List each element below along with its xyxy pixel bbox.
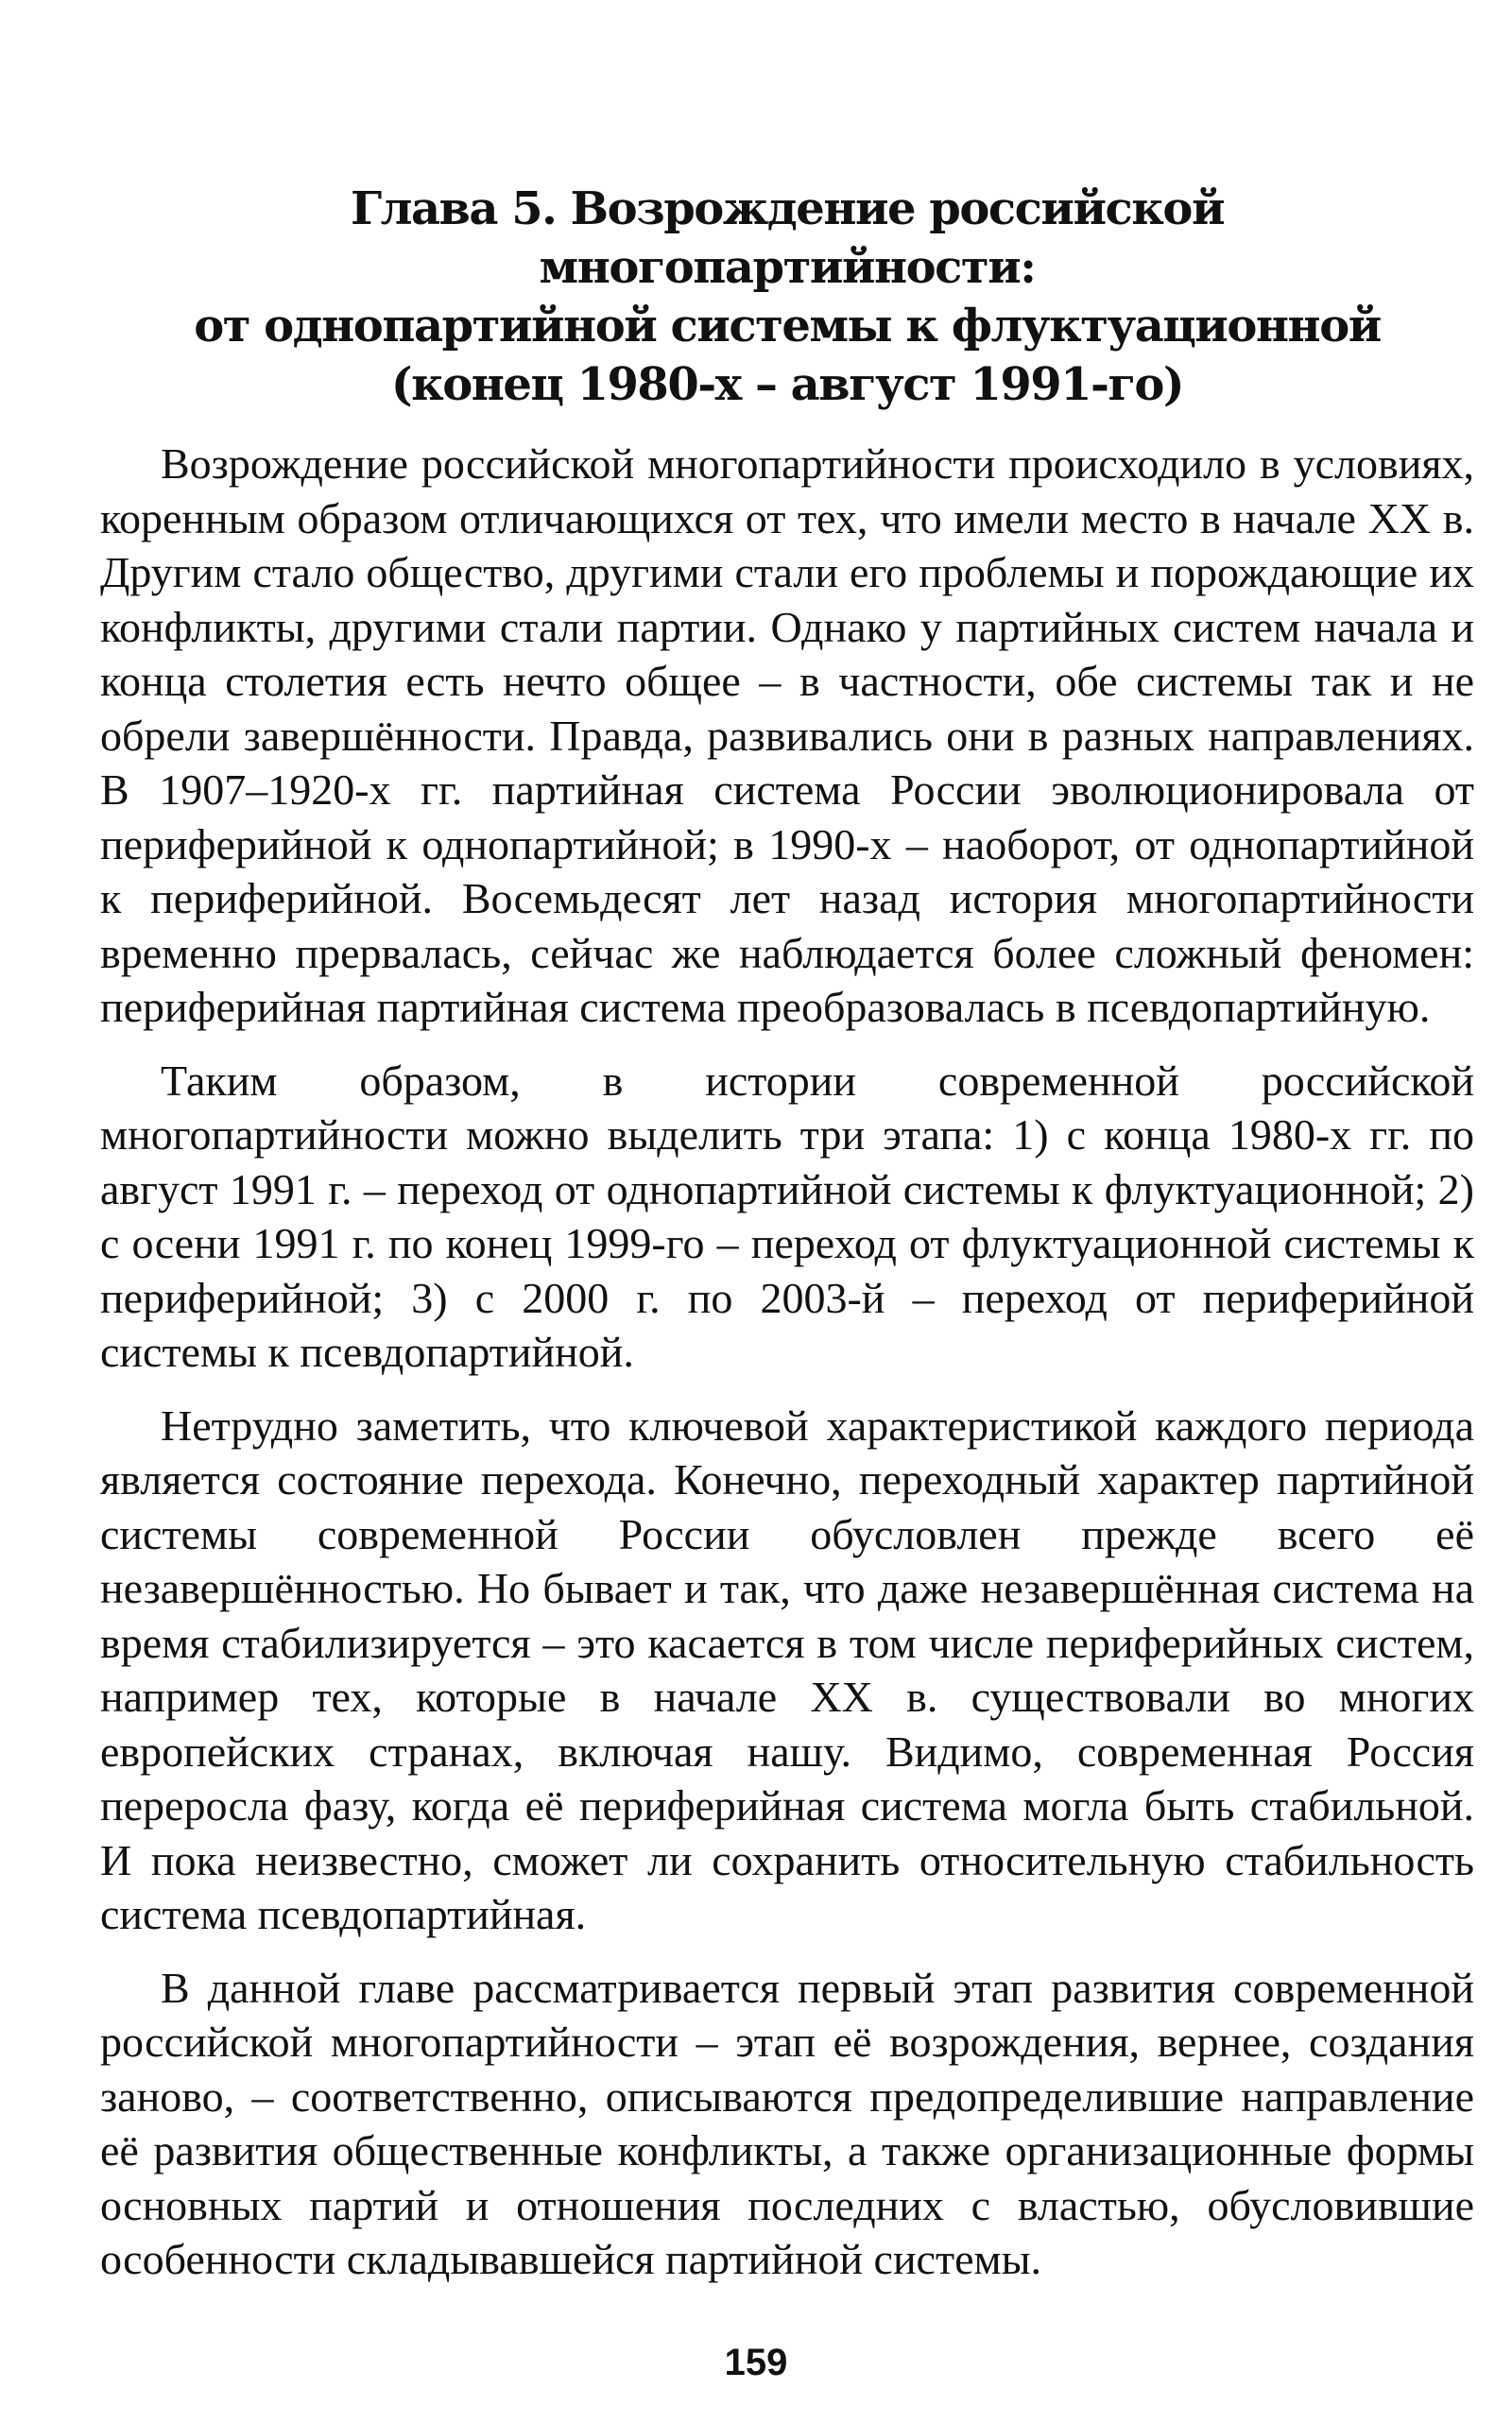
paragraph: В данной главе рассматривается первый этап развития современной российской многопартийности – этап её возрождения, вернее, создания заново, – соответственно, описываются предопределившие направление её развития общественные конфликты, а также организационные формы основных партий и отношения последних с властью, обусловившие особенности складывавшейся партийной системы.: [100, 1963, 1474, 2283]
chapter-title-line: Глава 5. Возрождение российской многопартийности:: [350, 182, 1225, 294]
chapter-title-line: от однопартийной системы к флуктуационной: [194, 300, 1381, 352]
paragraph: Таким образом, в истории современной российской многопартийности можно выделить три этапа: 1) с конца 1980-х гг. по август 1991 г. – переход от однопартийной системы к флуктуационной; 2) с осени 1991 г. по конец 1999-го – переход от флуктуационной системы к периферийной; 3) с 2000 г. по 2003-й – переход от периферийной системы к псевдопартийной.: [100, 1056, 1474, 1376]
chapter-title: [100, 180, 1474, 414]
chapter-title-line: (конец 1980-х – август 1991-го): [390, 358, 1184, 411]
page-body: [100, 180, 1474, 2287]
page-number: 159: [724, 2342, 788, 2383]
paragraph: Нетрудно заметить, что ключевой характеристикой каждого периода является состояние перехода. Конечно, переходный характер партийной системы современной России обусловлен прежде всего её незавершённостью. Но бывает и так, что даже незавершённая система на время стабилизируется – это касается в том числе периферийных систем, например тех, которые в начале XX в. существовали во многих европейских странах, включая нашу. Видимо, современная Россия переросла фазу, когда её периферийная система могла быть стабильной. И пока неизвестно, сможет ли сохранить относительную стабильность система псевдопартийная.: [100, 1401, 1474, 1938]
paragraph: Возрождение российской многопартийности происходило в условиях, коренным образом отличающихся от тех, что имели место в начале XX в. Другим стало общество, другими стали его проблемы и порождающие их конфликты, другими стали партии. Однако у партийных систем начала и конца столетия есть нечто общее – в частности, обе системы так и не обрели завершённости. Правда, развивались они в разных направлениях. В 1907–1920-х гг. партийная система России эволюционировала от периферийной к однопартийной; в 1990-х – наоборот, от однопартийной к периферийной. Восемьдесят лет назад история многопартийности временно прервалась, сейчас же наблюдается более сложный феномен: периферийная партийная система преобразовалась в псевдопартийную.: [100, 439, 1474, 1031]
